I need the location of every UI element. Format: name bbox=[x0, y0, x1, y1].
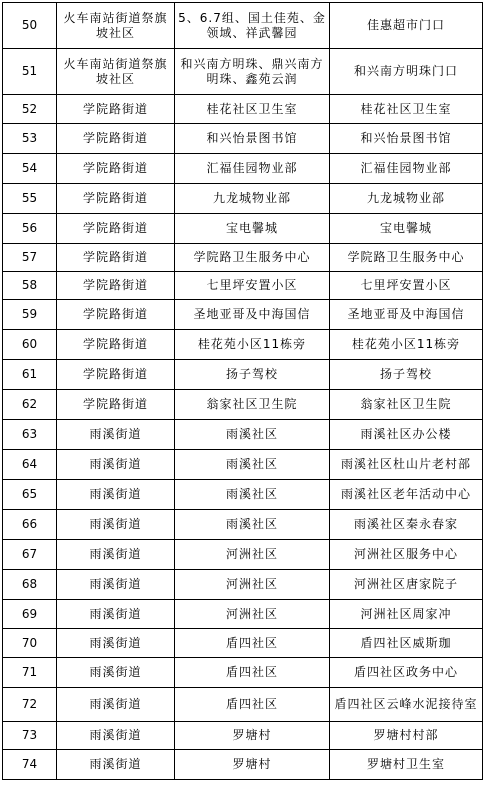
area-cell: 和兴怡景图书馆 bbox=[175, 124, 330, 154]
site-cell: 雨溪社区老年活动中心 bbox=[330, 480, 483, 510]
site-cell: 罗塘村卫生室 bbox=[330, 750, 483, 780]
row-number-cell: 54 bbox=[3, 154, 57, 184]
site-cell: 盾四社区威斯珈 bbox=[330, 629, 483, 658]
site-cell: 盾四社区云峰水泥接待室 bbox=[330, 688, 483, 722]
street-cell: 雨溪街道 bbox=[57, 420, 175, 450]
row-number-cell: 66 bbox=[3, 510, 57, 540]
area-cell: 翁家社区卫生院 bbox=[175, 390, 330, 420]
row-number-cell: 52 bbox=[3, 95, 57, 124]
street-cell: 雨溪街道 bbox=[57, 570, 175, 600]
street-cell: 雨溪街道 bbox=[57, 540, 175, 570]
street-cell: 学院路街道 bbox=[57, 184, 175, 214]
site-cell: 河洲社区服务中心 bbox=[330, 540, 483, 570]
table-row bbox=[3, 420, 483, 450]
area-cell: 罗塘村 bbox=[175, 722, 330, 750]
site-cell: 七里坪安置小区 bbox=[330, 272, 483, 300]
street-cell: 火车南站街道祭旗坡社区 bbox=[57, 3, 175, 49]
area-cell: 河洲社区 bbox=[175, 570, 330, 600]
table-row bbox=[3, 95, 483, 124]
row-number-cell: 61 bbox=[3, 360, 57, 390]
table-body bbox=[3, 3, 483, 780]
street-cell: 雨溪街道 bbox=[57, 600, 175, 629]
street-cell: 学院路街道 bbox=[57, 300, 175, 330]
site-cell: 雨溪社区秦永春家 bbox=[330, 510, 483, 540]
table-row bbox=[3, 540, 483, 570]
site-cell: 翁家社区卫生院 bbox=[330, 390, 483, 420]
table-row bbox=[3, 390, 483, 420]
site-cell: 佳惠超市门口 bbox=[330, 3, 483, 49]
area-cell: 雨溪社区 bbox=[175, 480, 330, 510]
area-cell: 学院路卫生服务中心 bbox=[175, 244, 330, 272]
row-number-cell: 58 bbox=[3, 272, 57, 300]
street-cell: 学院路街道 bbox=[57, 360, 175, 390]
street-cell: 雨溪街道 bbox=[57, 510, 175, 540]
vaccination-site-table bbox=[2, 2, 483, 780]
area-cell: 雨溪社区 bbox=[175, 450, 330, 480]
site-cell: 和兴怡景图书馆 bbox=[330, 124, 483, 154]
row-number-cell: 67 bbox=[3, 540, 57, 570]
table-row bbox=[3, 124, 483, 154]
table-row bbox=[3, 244, 483, 272]
street-cell: 雨溪街道 bbox=[57, 722, 175, 750]
row-number-cell: 57 bbox=[3, 244, 57, 272]
row-number-cell: 56 bbox=[3, 214, 57, 244]
site-cell: 河洲社区唐家院子 bbox=[330, 570, 483, 600]
site-cell: 和兴南方明珠门口 bbox=[330, 49, 483, 95]
row-number-cell: 64 bbox=[3, 450, 57, 480]
row-number-cell: 51 bbox=[3, 49, 57, 95]
street-cell: 学院路街道 bbox=[57, 124, 175, 154]
street-cell: 雨溪街道 bbox=[57, 629, 175, 658]
row-number-cell: 69 bbox=[3, 600, 57, 629]
area-cell: 扬子驾校 bbox=[175, 360, 330, 390]
site-cell: 宝电馨城 bbox=[330, 214, 483, 244]
street-cell: 学院路街道 bbox=[57, 214, 175, 244]
area-cell: 盾四社区 bbox=[175, 658, 330, 688]
row-number-cell: 53 bbox=[3, 124, 57, 154]
area-cell: 雨溪社区 bbox=[175, 420, 330, 450]
table-row bbox=[3, 272, 483, 300]
table-row bbox=[3, 658, 483, 688]
row-number-cell: 72 bbox=[3, 688, 57, 722]
street-cell: 火车南站街道祭旗坡社区 bbox=[57, 49, 175, 95]
site-cell: 九龙城物业部 bbox=[330, 184, 483, 214]
site-cell: 盾四社区政务中心 bbox=[330, 658, 483, 688]
row-number-cell: 71 bbox=[3, 658, 57, 688]
table-row bbox=[3, 480, 483, 510]
street-cell: 雨溪街道 bbox=[57, 450, 175, 480]
street-cell: 雨溪街道 bbox=[57, 480, 175, 510]
row-number-cell: 68 bbox=[3, 570, 57, 600]
site-cell: 罗塘村村部 bbox=[330, 722, 483, 750]
street-cell: 学院路街道 bbox=[57, 244, 175, 272]
street-cell: 学院路街道 bbox=[57, 154, 175, 184]
area-cell: 河洲社区 bbox=[175, 600, 330, 629]
row-number-cell: 63 bbox=[3, 420, 57, 450]
site-cell: 河洲社区周家冲 bbox=[330, 600, 483, 629]
area-cell: 河洲社区 bbox=[175, 540, 330, 570]
street-cell: 学院路街道 bbox=[57, 272, 175, 300]
row-number-cell: 74 bbox=[3, 750, 57, 780]
table-row bbox=[3, 214, 483, 244]
area-cell: 宝电馨城 bbox=[175, 214, 330, 244]
site-cell: 雨溪社区杜山片老村部 bbox=[330, 450, 483, 480]
street-cell: 雨溪街道 bbox=[57, 658, 175, 688]
table-row bbox=[3, 360, 483, 390]
street-cell: 雨溪街道 bbox=[57, 688, 175, 722]
site-cell: 汇福佳园物业部 bbox=[330, 154, 483, 184]
street-cell: 学院路街道 bbox=[57, 330, 175, 360]
area-cell: 5、6.7组、国土佳苑、金领域、祥武馨园 bbox=[175, 3, 330, 49]
site-cell: 扬子驾校 bbox=[330, 360, 483, 390]
area-cell: 七里坪安置小区 bbox=[175, 272, 330, 300]
row-number-cell: 65 bbox=[3, 480, 57, 510]
street-cell: 学院路街道 bbox=[57, 95, 175, 124]
table-row bbox=[3, 184, 483, 214]
area-cell: 盾四社区 bbox=[175, 629, 330, 658]
row-number-cell: 62 bbox=[3, 390, 57, 420]
table-row bbox=[3, 600, 483, 629]
table-row bbox=[3, 450, 483, 480]
area-cell: 桂花苑小区11栋旁 bbox=[175, 330, 330, 360]
area-cell: 雨溪社区 bbox=[175, 510, 330, 540]
area-cell: 圣地亚哥及中海国信 bbox=[175, 300, 330, 330]
site-cell: 桂花社区卫生室 bbox=[330, 95, 483, 124]
area-cell: 盾四社区 bbox=[175, 688, 330, 722]
area-cell: 罗塘村 bbox=[175, 750, 330, 780]
row-number-cell: 50 bbox=[3, 3, 57, 49]
row-number-cell: 73 bbox=[3, 722, 57, 750]
street-cell: 雨溪街道 bbox=[57, 750, 175, 780]
area-cell: 汇福佳园物业部 bbox=[175, 154, 330, 184]
table-row bbox=[3, 629, 483, 658]
row-number-cell: 59 bbox=[3, 300, 57, 330]
table-row bbox=[3, 300, 483, 330]
table-row bbox=[3, 510, 483, 540]
table-row bbox=[3, 688, 483, 722]
table-row bbox=[3, 750, 483, 780]
area-cell: 桂花社区卫生室 bbox=[175, 95, 330, 124]
site-cell: 学院路卫生服务中心 bbox=[330, 244, 483, 272]
street-cell: 学院路街道 bbox=[57, 390, 175, 420]
area-cell: 和兴南方明珠、鼎兴南方明珠、鑫苑云润 bbox=[175, 49, 330, 95]
site-cell: 雨溪社区办公楼 bbox=[330, 420, 483, 450]
table-row bbox=[3, 49, 483, 95]
row-number-cell: 60 bbox=[3, 330, 57, 360]
row-number-cell: 55 bbox=[3, 184, 57, 214]
site-cell: 圣地亚哥及中海国信 bbox=[330, 300, 483, 330]
table-row bbox=[3, 570, 483, 600]
area-cell: 九龙城物业部 bbox=[175, 184, 330, 214]
site-cell: 桂花苑小区11栋旁 bbox=[330, 330, 483, 360]
table-row bbox=[3, 3, 483, 49]
table-row bbox=[3, 154, 483, 184]
table-row bbox=[3, 722, 483, 750]
table-row bbox=[3, 330, 483, 360]
row-number-cell: 70 bbox=[3, 629, 57, 658]
